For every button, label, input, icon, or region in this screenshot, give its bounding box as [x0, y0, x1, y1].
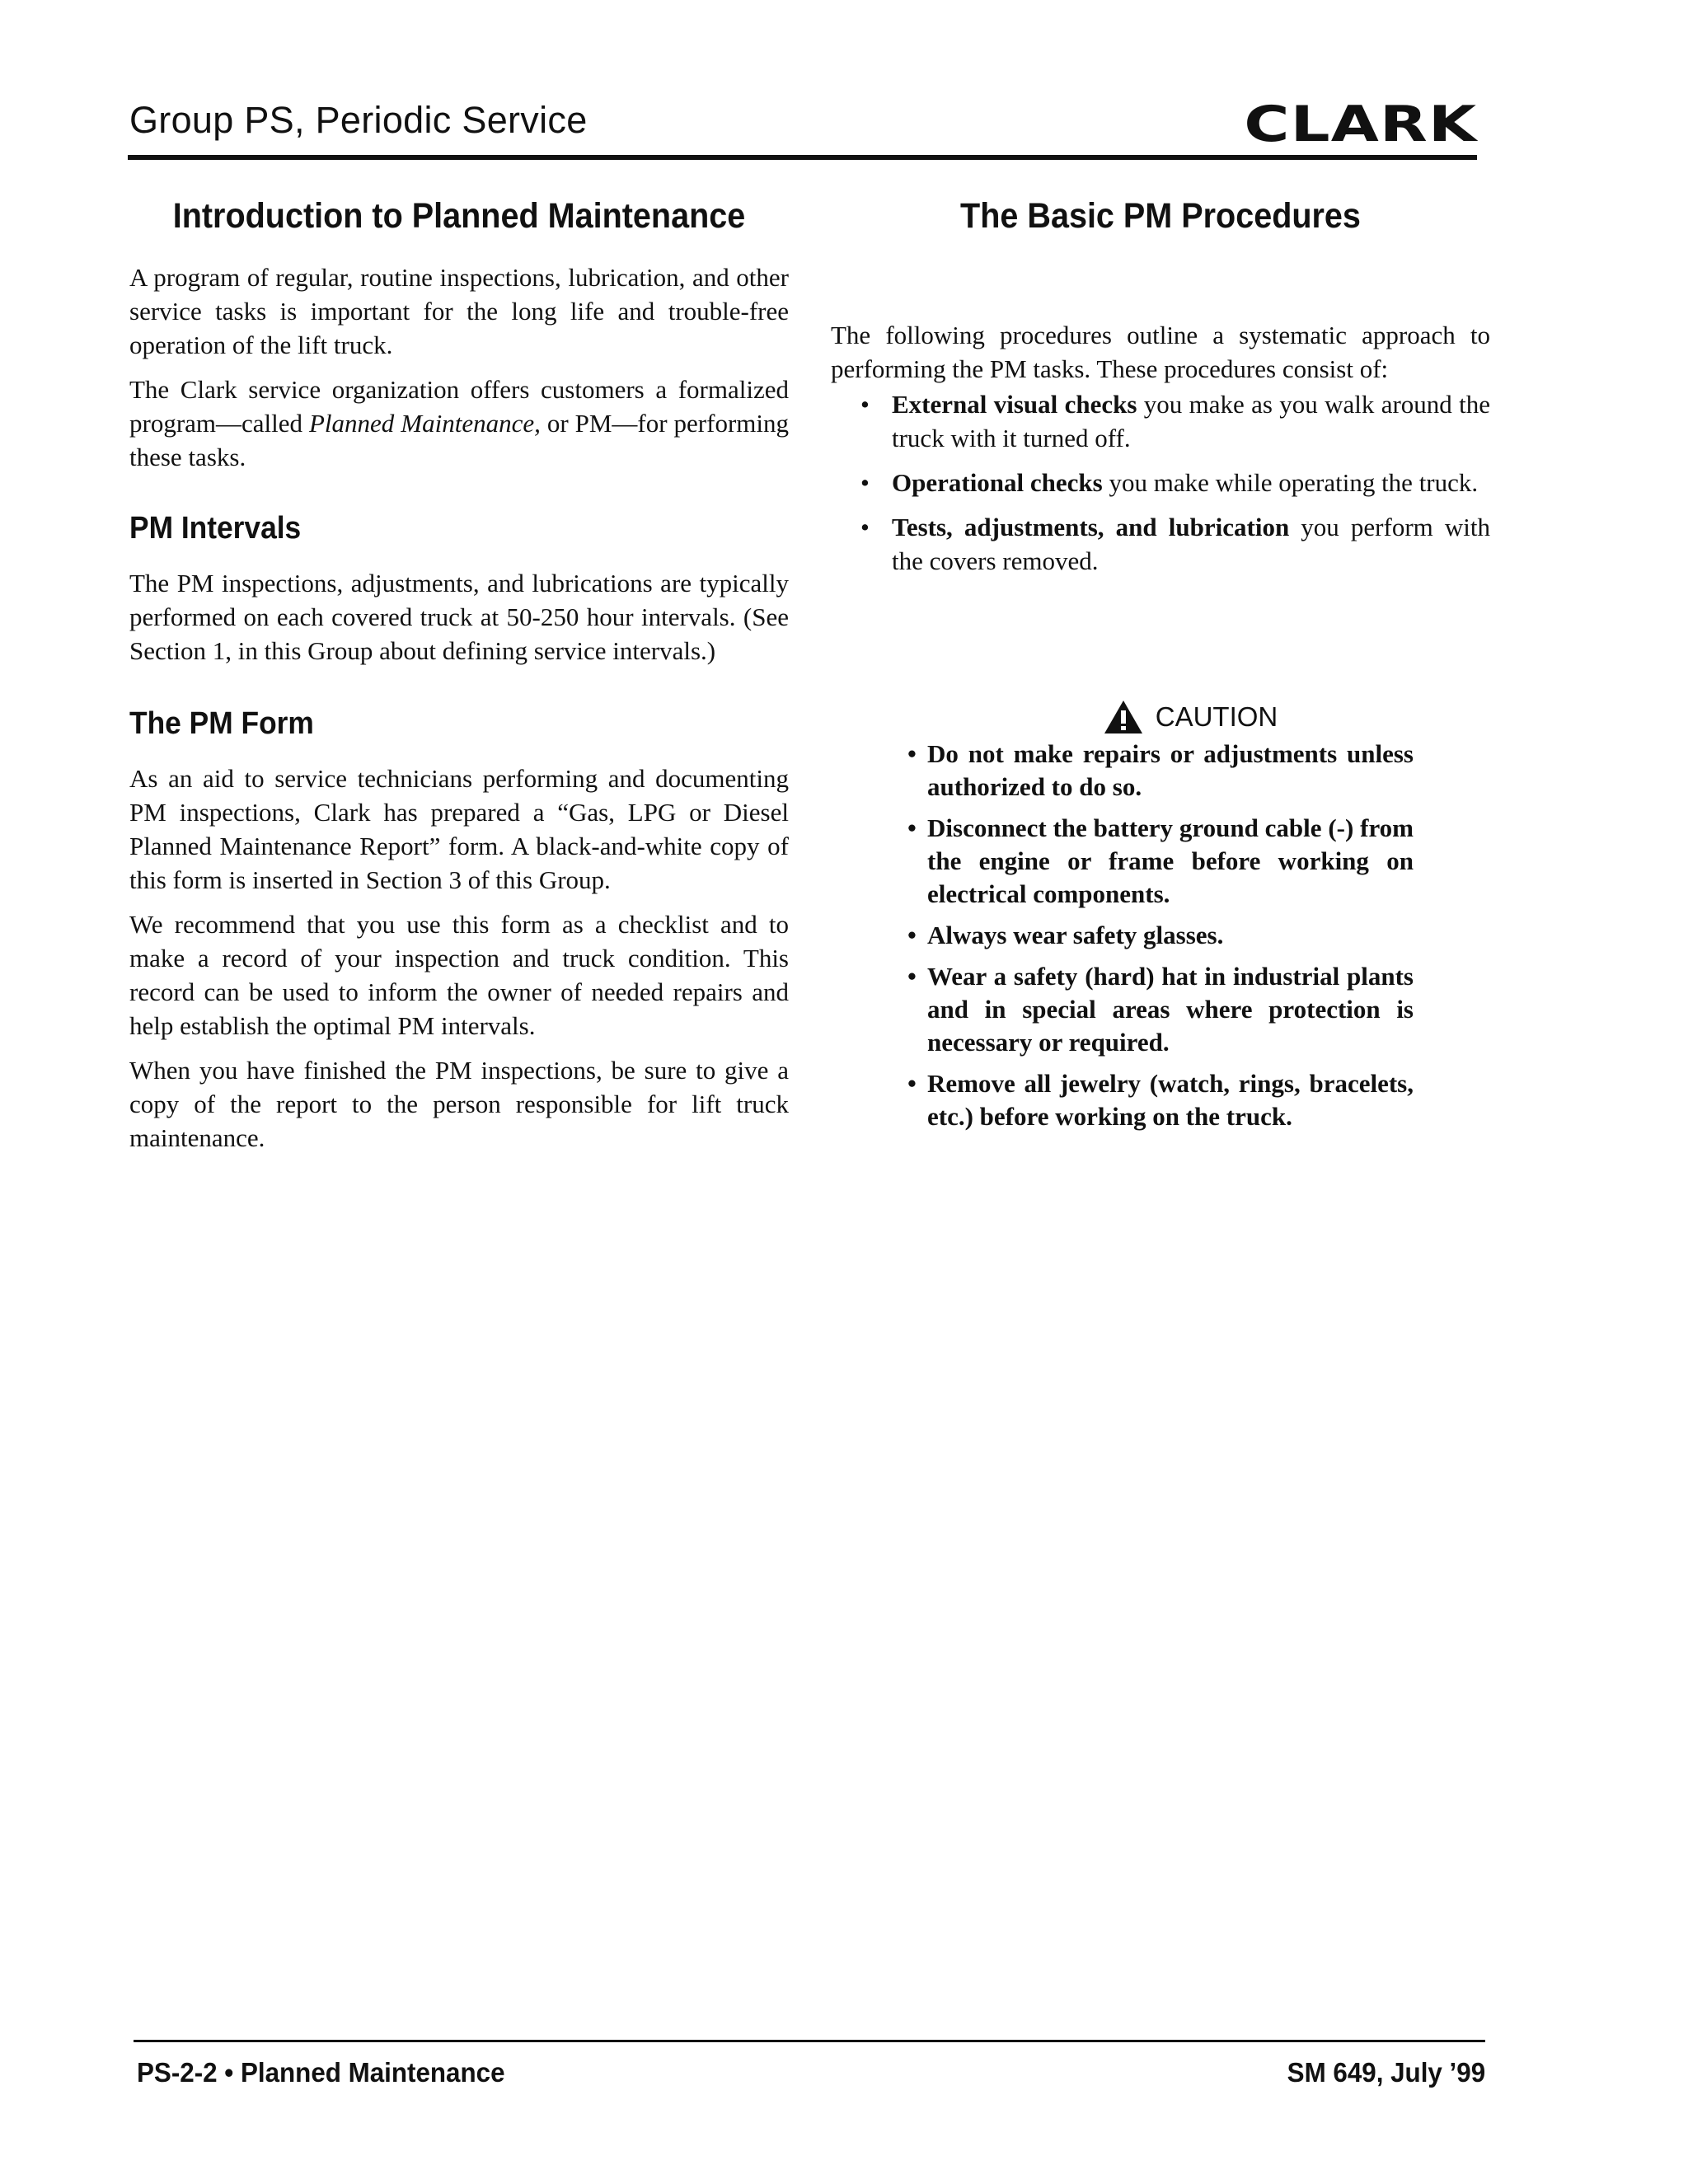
intro-paragraph-2-italic: Planned Maintenance, [309, 409, 541, 438]
list-item [901, 1067, 1414, 1133]
caution-item-text: Remove all jewelry (watch, rings, bracelets, etc.) before working on the truck. [927, 1069, 1414, 1131]
procedures-heading: The Basic PM Procedures [960, 196, 1361, 236]
caution-item-text: Always wear safety glasses. [927, 921, 1224, 949]
procedures-intro: The following procedures outline a systematic approach to performing the PM tasks. These procedures consist of: [831, 321, 1490, 383]
bullet-dot: • [860, 468, 870, 497]
left-column [129, 190, 789, 1155]
bullet-text: you perform with the covers removed. [892, 513, 1490, 575]
bullet-dot: • [907, 962, 917, 991]
list-item [901, 960, 1414, 1059]
list-item [831, 510, 1490, 578]
page-footer [134, 2040, 1485, 2092]
bullet-bold: Operational checks [892, 468, 1103, 497]
intro-paragraph-2-end: or PM—for performing these tasks. [129, 409, 789, 471]
bullet-dot: • [907, 921, 917, 949]
caution-item-text: Disconnect the battery ground cable (-) from the engine or frame before working on electrical components. [927, 813, 1414, 908]
pm-form-paragraph-2: We recommend that you use this form as a checklist and to make a record of your inspection and truck condition. This record can be used to inform the owner of needed repairs and help establish the optimal PM intervals. [129, 910, 789, 1040]
intro-heading: Introduction to Planned Maintenance [172, 196, 746, 236]
caution-item-text: Do not make repairs or adjustments unless authorized to do so. [927, 739, 1414, 801]
list-item [831, 466, 1490, 499]
warning-triangle-icon [1103, 699, 1144, 735]
caution-box [901, 696, 1414, 1133]
procedures-list [831, 387, 1490, 578]
bullet-dot: • [860, 390, 870, 419]
pm-form-paragraph-1: As an aid to service technicians performing and documenting PM inspections, Clark has prepared a “Gas, LPG or Diesel Planned Maintenance Report” form. A black-and-white copy of this form is inserted in Section 3 of this Group. [129, 764, 789, 894]
pm-intervals-heading: PM Intervals [129, 511, 302, 546]
intro-paragraph-2-start: The Clark service organization offers customers a formalized program—called [129, 375, 789, 438]
list-item [901, 738, 1414, 804]
brand-logo: CLARK [1243, 96, 1477, 153]
bullet-bold: Tests, adjustments, and lubrication [892, 513, 1290, 541]
list-item [901, 812, 1414, 911]
bullet-dot: • [907, 739, 917, 768]
list-item [901, 919, 1414, 952]
footer-page-label: PS-2-2 • Planned Maintenance [137, 2057, 505, 2088]
pm-form-heading: The PM Form [129, 706, 314, 741]
section-title: Group PS, Periodic Service [129, 99, 588, 141]
caution-list [901, 738, 1414, 1133]
bullet-text: you make while operating the truck. [1102, 468, 1479, 497]
bullet-dot: • [860, 513, 870, 541]
list-item [831, 387, 1490, 455]
bullet-dot: • [907, 813, 917, 842]
caution-header [967, 696, 1414, 738]
right-column [831, 190, 1490, 578]
intro-paragraph-1: A program of regular, routine inspections, lubrication, and other service tasks is important for the long life and trouble-free operation of the lift truck. [129, 263, 789, 359]
bullet-dot: • [907, 1069, 917, 1098]
pm-intervals-paragraph: The PM inspections, adjustments, and lubrications are typically performed on each covered truck at 50-250 hour intervals. (See Section 1, in this Group about defining service intervals.) [129, 569, 789, 665]
footer-doc-date: SM 649, July ’99 [1287, 2057, 1485, 2088]
caution-item-text: Wear a safety (hard) hat in industrial plants and in special areas where protection is necessary or required. [927, 962, 1414, 1057]
bullet-text: you make as you walk around the truck with it turned off. [892, 390, 1490, 452]
page-header [128, 97, 1477, 160]
intro-paragraph-2 [129, 373, 789, 474]
pm-form-paragraph-3: When you have finished the PM inspections, be sure to give a copy of the report to the person responsible for lift truck maintenance. [129, 1056, 789, 1152]
bullet-bold: External visual checks [892, 390, 1137, 419]
caution-label: CAUTION [1155, 701, 1278, 732]
